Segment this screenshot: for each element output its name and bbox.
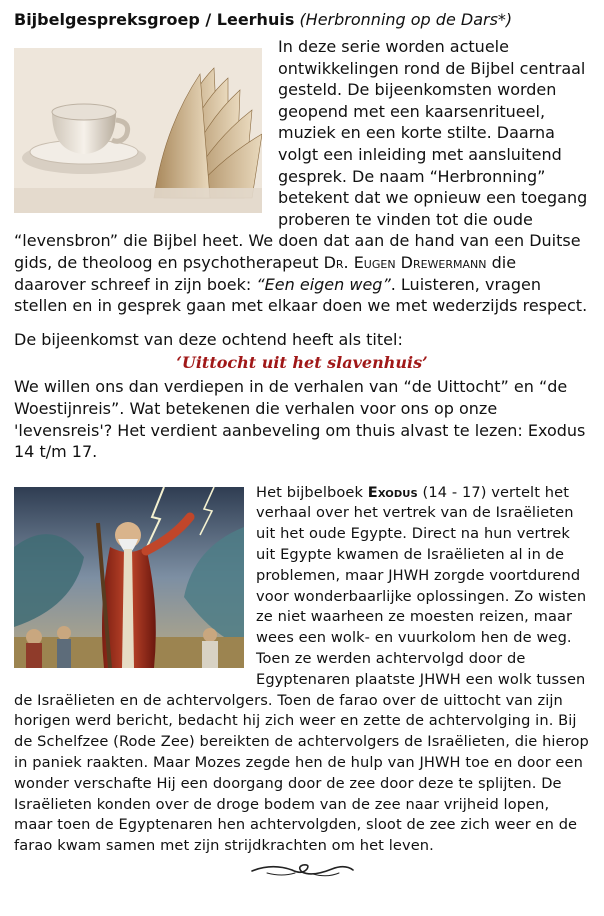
- intro-text-c: . Luisteren, vragen stellen en in gesprek gaan met elkaar doen we met wederzijds respect.: [14, 274, 588, 316]
- article-heading: [14, 8, 590, 32]
- exodus-text-b: (14 - 17) vertelt het verhaal over het vertrek van de Israëlieten uit het oude Egypte. Direct na hun vertrek uit Egypte kwamen de Israëlieten al in de problemen, maar JHWH zorgde voortdurend voor wonderbaarlijke oplossingen. Zo wisten ze niet waarheen ze moesten reizen, maar wees een wolk- en vuurkolom hen de weg. Toen ze werden achtervolgd door de Egyptenaren plaatste JHWH een wolk tussen de Israëlieten en de achtervolgers. Toen de farao over de uittocht van zijn horigen werd bericht, bedacht hij zich weer en zette de achtervolging in. Bij de Schelfzee (Rode Zee) bereikten de achtervolgers de Israëlieten, die hierop in paniek raakten. Maar Mozes zegde hen de hulp van JHWH toe en door een wonder verschafte Hij een doorgang door de zee door deze te splijten. De Israëlieten konden over de droge bodem van de zee naar vrijheid lopen, maar toen de Egyptenaren hen achtervolgden, sloot de zee zich weer en de farao kwam samen met zijn strijdkrachten om het leven.: [14, 483, 589, 855]
- intro-text-b: die daarover schreef in zijn boek:: [14, 252, 517, 294]
- intro-text-a: In deze serie worden actuele ontwikkelingen rond de Bijbel centraal gesteld. De bijeenkomsten worden geopend met een kaarsenritueel, muziek en een korte stilte. Daarna volgt een inleiding met aansluitend gesprek. De naam “Herbronning” betekent dat we opnieuw een toegang proberen te vinden tot die oude “levensbron” die Bijbel heet. We doen dat aan de hand van een Duitse gids, de theoloog en psychotherapeut: [14, 37, 588, 272]
- moses-illustration: [14, 487, 244, 668]
- author-name: Dr. Eugen Drewermann: [323, 252, 487, 272]
- divider-ornament: [14, 861, 590, 883]
- teacup-book-illustration: [14, 48, 262, 213]
- session-description: We willen ons dan verdiepen in de verhalen van “de Uittocht” en “de Woestijnreis”. Wat betekenen die verhalen voor ons op onze 'levensreis'? Het verdient aanbeveling om thuis alvast te lezen: Exodus 14 t/m 17.: [14, 377, 586, 462]
- session-title: ‘Uittocht uit het slavenhuis’: [176, 353, 428, 373]
- flourish-divider-icon: [247, 861, 357, 879]
- exodus-book-name: Exodus: [367, 483, 418, 501]
- exodus-text-a: Het bijbelboek: [256, 483, 368, 501]
- session-intro: De bijeenkomst van deze ochtend heeft als titel:: [14, 329, 403, 349]
- moses-painting: [14, 487, 244, 668]
- article-subtitle: (Herbronning op de Dars*): [299, 10, 513, 29]
- book-title: “Een eigen weg”: [256, 274, 391, 294]
- article-title: Bijbelgespreksgroep / Leerhuis: [14, 10, 295, 29]
- teacup-book-photo: [14, 48, 262, 213]
